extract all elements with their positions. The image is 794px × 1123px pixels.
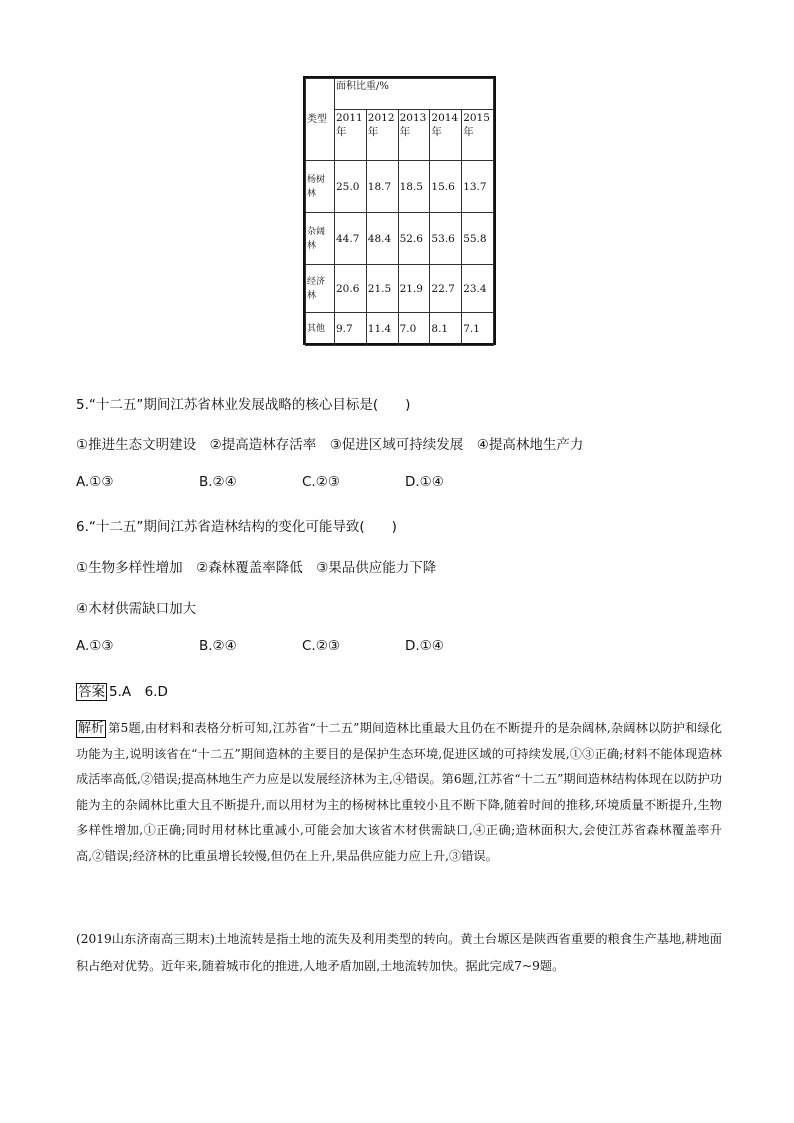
question-6-stem: 6.“十二五”期间江苏省造林结构的变化可能导致( ) — [76, 519, 397, 535]
table-cell: 21.5 — [366, 265, 398, 313]
table-year-2011: 2011 年 — [335, 110, 367, 161]
question-5-options — [76, 474, 476, 492]
explanation-text: 第5题,由材料和表格分析可知,江苏省“十二五”期间造林比重最大且仍在不断提升的是杂阔林,杂阔林以防护和绿化功能为主,说明该省在“十二五”期间造林的主要目的是保护生态环境,促进区域的可持续发展,①③正确;材料不能体现造林成活率高低,②错误;提高林地生产力应是以发展经济林为主,④错误。第6题,江苏省“十二五”期间造林结构体现在以防护功能为主的杂阔林比重大且不断提升,而以用材为主的杨树林比重较小且不断下降,随着时间的推移,环境质量不断提升,生物多样性增加,①正确;同时用材林比重减小,可能会加大该省木材供需缺口,④正确;造林面积大,会使江苏省森林覆盖率升高,②错误;经济林的比重虽增长较慢,但仍在上升,果品供应能力应上升,③错误。 — [76, 721, 722, 863]
table-cell: 22.7 — [430, 265, 462, 313]
question-6-options — [76, 638, 476, 656]
table-row — [306, 213, 494, 265]
question-6-items-line2: ④木材供需缺口加大 — [76, 601, 197, 617]
question-5-stem: 5.“十二五”期间江苏省林业发展战略的核心目标是( ) — [76, 397, 411, 413]
table-cell: 53.6 — [430, 213, 462, 265]
table-category: 其他 — [306, 313, 335, 346]
table-cell: 44.7 — [335, 213, 367, 265]
table-cell: 18.5 — [398, 161, 430, 213]
table-cell: 21.9 — [398, 265, 430, 313]
table-cell: 11.4 — [366, 313, 398, 346]
option-a[interactable]: A.①③ — [76, 474, 114, 490]
option-d[interactable]: D.①④ — [405, 474, 444, 490]
table-year-2015: 2015 年 — [462, 110, 494, 161]
table-cell: 25.0 — [335, 161, 367, 213]
next-material-intro: (2019山东济南高三期末)土地流转是指土地的流失及利用类型的转向。黄土台塬区是陕西省重要的粮食生产基地,耕地面积占绝对优势。近年来,随着城市化的推进,人地矛盾加剧,土地流转加快。据此完成7~9题。 — [76, 932, 722, 973]
question-5-items: ①推进生态文明建设 ②提高造林存活率 ③促进区域可持续发展 ④提高林地生产力 — [76, 437, 584, 453]
table-year-2014: 2014 年 — [430, 110, 462, 161]
option-c[interactable]: C.②③ — [302, 474, 340, 490]
option-d[interactable]: D.①④ — [405, 638, 444, 654]
table-cell: 9.7 — [335, 313, 367, 346]
explanation-tag: 解析 — [78, 721, 105, 736]
table-category: 杂阔 林 — [306, 213, 335, 265]
table-cell: 52.6 — [398, 213, 430, 265]
table-year-2013: 2013 年 — [398, 110, 430, 161]
table-cell: 18.7 — [366, 161, 398, 213]
table-cell: 13.7 — [462, 161, 494, 213]
table-cell: 7.0 — [398, 313, 430, 346]
table-cell: 23.4 — [462, 265, 494, 313]
table-year-2012: 2012 年 — [366, 110, 398, 161]
table-cell: 48.4 — [366, 213, 398, 265]
forest-area-table — [305, 78, 494, 346]
table-area-header: 面积比重/% — [335, 79, 494, 110]
answer-text: 5.A 6.D — [109, 684, 168, 700]
answer-line — [76, 680, 168, 701]
option-b[interactable]: B.②④ — [199, 474, 237, 490]
table-cell: 7.1 — [462, 313, 494, 346]
table-type-header: 类型 — [306, 79, 335, 161]
table-row — [306, 265, 494, 313]
table-cell: 20.6 — [335, 265, 367, 313]
table-category: 经济 林 — [306, 265, 335, 313]
table-cell: 55.8 — [462, 213, 494, 265]
table-row — [306, 313, 494, 346]
explanation-paragraph — [76, 716, 722, 870]
question-6-items-line1: ①生物多样性增加 ②森林覆盖率降低 ③果品供应能力下降 — [76, 560, 437, 576]
table-row — [306, 161, 494, 213]
option-b[interactable]: B.②④ — [199, 638, 237, 654]
table-cell: 8.1 — [430, 313, 462, 346]
option-c[interactable]: C.②③ — [302, 638, 340, 654]
table-category: 杨树 林 — [306, 161, 335, 213]
forest-area-table-frame — [303, 76, 496, 345]
table-cell: 15.6 — [430, 161, 462, 213]
answer-tag: 答案 — [78, 684, 105, 700]
option-a[interactable]: A.①③ — [76, 638, 114, 654]
